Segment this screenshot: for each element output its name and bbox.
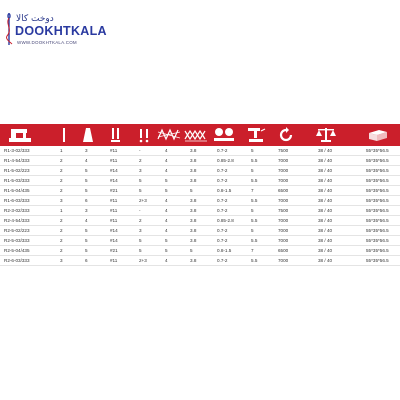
- cell-weight: 38 / 40: [318, 258, 333, 263]
- brand-logo: [2, 10, 122, 50]
- dimensions-box-icon: [366, 126, 390, 144]
- cell-stitch-length: 3.8: [190, 178, 197, 183]
- cell-stitch-width: 4: [165, 198, 168, 203]
- cell-foot-lift: 5.5: [251, 258, 258, 263]
- cell-weight: 38 / 40: [318, 178, 333, 183]
- cell-stitch-length: 3.8: [190, 218, 197, 223]
- cell-stitch-length: 3.8: [190, 198, 197, 203]
- spec-table-header: [0, 124, 400, 146]
- cell-differential-feed: 0.7-2: [217, 168, 228, 173]
- cell-stitch-length: 5: [190, 248, 193, 253]
- cell-model: R1-5-03/333: [4, 178, 30, 183]
- cell-speed: 7000: [278, 198, 289, 203]
- cell-threads: 5: [85, 188, 88, 193]
- cell-speed: 6500: [278, 188, 289, 193]
- cell-needles: 2: [60, 168, 63, 173]
- table-row: [0, 246, 400, 256]
- cell-differential-feed: 0.85-2.8: [217, 218, 234, 223]
- cell-threads: 3: [85, 148, 88, 153]
- cell-stitch-width: 4: [165, 208, 168, 213]
- table-row: [0, 236, 400, 246]
- cell-threads: 6: [85, 198, 88, 203]
- cell-needle-gauge: 5: [139, 188, 142, 193]
- cell-foot-lift: 5.5: [251, 198, 258, 203]
- cell-dimensions: 55*35*56.5: [366, 168, 389, 173]
- needle-thread-icon: [4, 12, 14, 46]
- cell-dimensions: 55*35*56.5: [366, 228, 389, 233]
- cell-model: R2-5-02/223: [4, 228, 30, 233]
- cell-threads: 5: [85, 168, 88, 173]
- cell-weight: 38 / 40: [318, 168, 333, 173]
- cell-foot-lift: 7: [251, 248, 254, 253]
- cell-weight: 38 / 40: [318, 198, 333, 203]
- cell-model: R1-4-54/333: [4, 158, 30, 163]
- cell-threads: 5: [85, 248, 88, 253]
- cell-weight: 38 / 40: [318, 218, 333, 223]
- presser-foot-lift-icon: [244, 126, 268, 144]
- cell-foot-lift: 5: [251, 148, 254, 153]
- differential-feed-icon: [212, 126, 236, 144]
- speed-rotation-icon: [274, 126, 298, 144]
- cell-threads: 4: [85, 158, 88, 163]
- cell-differential-feed: 0.7-2: [217, 208, 228, 213]
- cell-speed: 7500: [278, 208, 289, 213]
- cell-stitch-length: 3.8: [190, 168, 197, 173]
- cell-differential-feed: 0.7-2: [217, 148, 228, 153]
- cell-model: R2-5-03/333: [4, 238, 30, 243]
- spec-table-body: [0, 146, 400, 266]
- cell-foot-lift: 5.5: [251, 238, 258, 243]
- sewing-machine-icon: [8, 126, 32, 144]
- cell-differential-feed: 0.7-2: [217, 258, 228, 263]
- table-row: [0, 206, 400, 216]
- cell-needle-size: #21: [110, 188, 118, 193]
- brand-name: DOOKHTKALA: [15, 24, 107, 38]
- cell-speed: 7000: [278, 238, 289, 243]
- cell-needles: 3: [60, 258, 63, 263]
- cell-foot-lift: 5: [251, 228, 254, 233]
- cell-stitch-width: 5: [165, 238, 168, 243]
- cell-model: R1-5-02/223: [4, 168, 30, 173]
- cell-needles: 2: [60, 228, 63, 233]
- cell-dimensions: 55*35*56.5: [366, 218, 389, 223]
- cell-threads: 5: [85, 228, 88, 233]
- cell-needle-gauge: 5: [139, 238, 142, 243]
- cell-model: R2-5-04/435: [4, 248, 30, 253]
- cell-needle-gauge: 2: [139, 218, 142, 223]
- cell-needle-gauge: 2: [139, 158, 142, 163]
- cell-speed: 6500: [278, 248, 289, 253]
- cell-model: R1-5-04/435: [4, 188, 30, 193]
- brand-url[interactable]: WWW.DOOKHTKALA.COM: [17, 40, 77, 45]
- cell-needles: 2: [60, 178, 63, 183]
- cell-weight: 38 / 40: [318, 208, 333, 213]
- cell-model: R1-3-02/333: [4, 148, 30, 153]
- cell-stitch-width: 4: [165, 218, 168, 223]
- cell-differential-feed: 0.85-2.8: [217, 158, 234, 163]
- table-row: [0, 256, 400, 266]
- cell-dimensions: 55*35*56.5: [366, 198, 389, 203]
- cell-dimensions: 55*35*56.5: [366, 158, 389, 163]
- cell-differential-feed: 0.8-1.5: [217, 248, 232, 253]
- cell-stitch-length: 3.8: [190, 148, 197, 153]
- overlock-stitch-icon: [184, 126, 208, 144]
- cell-stitch-width: 4: [165, 168, 168, 173]
- cell-differential-feed: 0.7-2: [217, 198, 228, 203]
- cell-needles: 1: [60, 148, 63, 153]
- cell-needle-size: #14: [110, 178, 118, 183]
- cell-needle-gauge: 2+3: [139, 258, 147, 263]
- cell-weight: 38 / 40: [318, 188, 333, 193]
- cell-model: R2-3-02/333: [4, 208, 30, 213]
- cell-weight: 38 / 40: [318, 228, 333, 233]
- cell-stitch-length: 3.8: [190, 208, 197, 213]
- cell-speed: 7000: [278, 228, 289, 233]
- cell-needle-size: #14: [110, 228, 118, 233]
- cell-dimensions: 55*35*56.5: [366, 148, 389, 153]
- cell-needles: 2: [60, 218, 63, 223]
- table-row: [0, 196, 400, 206]
- cell-needles: 2: [60, 158, 63, 163]
- table-row: [0, 176, 400, 186]
- cell-needle-size: #14: [110, 168, 118, 173]
- cell-needles: 2: [60, 238, 63, 243]
- cell-needle-gauge: 5: [139, 248, 142, 253]
- cell-threads: 5: [85, 238, 88, 243]
- cell-needle-size: #11: [110, 198, 118, 203]
- cell-needle-size: #11: [110, 148, 118, 153]
- brand-name-fa: دوخت کالا: [16, 14, 54, 24]
- weight-scale-icon: [314, 126, 338, 144]
- cell-stitch-length: 3.8: [190, 158, 197, 163]
- cell-dimensions: 55*35*56.5: [366, 208, 389, 213]
- cell-threads: 3: [85, 208, 88, 213]
- cell-dimensions: 55*35*56.5: [366, 178, 389, 183]
- cell-needle-size: #11: [110, 158, 118, 163]
- cell-dimensions: 55*35*56.5: [366, 248, 389, 253]
- cell-needles: 3: [60, 198, 63, 203]
- cell-foot-lift: 5.5: [251, 178, 258, 183]
- cell-weight: 38 / 40: [318, 238, 333, 243]
- cell-stitch-length: 3.8: [190, 228, 197, 233]
- cell-foot-lift: 5.5: [251, 218, 258, 223]
- cell-speed: 7000: [278, 168, 289, 173]
- thread-cone-icon: [76, 126, 100, 144]
- cell-differential-feed: 0.7-2: [217, 238, 228, 243]
- cell-stitch-width: 5: [165, 178, 168, 183]
- cell-stitch-width: 4: [165, 258, 168, 263]
- table-row: [0, 186, 400, 196]
- cell-threads: 4: [85, 218, 88, 223]
- cell-stitch-width: 4: [165, 228, 168, 233]
- cell-weight: 38 / 40: [318, 248, 333, 253]
- cell-differential-feed: 0.8-1.5: [217, 188, 232, 193]
- cell-dimensions: 55*35*56.5: [366, 258, 389, 263]
- cell-dimensions: 55*35*56.5: [366, 238, 389, 243]
- cell-speed: 7000: [278, 158, 289, 163]
- cell-needle-size: #11: [110, 218, 118, 223]
- cell-needle-size: #14: [110, 238, 118, 243]
- cell-foot-lift: 5: [251, 168, 254, 173]
- cell-model: R2-4-54/333: [4, 218, 30, 223]
- cell-differential-feed: 0.7-2: [217, 178, 228, 183]
- table-row: [0, 146, 400, 156]
- cell-needle-size: #11: [110, 208, 118, 213]
- cell-needles: 2: [60, 188, 63, 193]
- cell-threads: 6: [85, 258, 88, 263]
- cell-stitch-length: 3.8: [190, 238, 197, 243]
- cell-needles: 2: [60, 248, 63, 253]
- cell-stitch-width: 5: [165, 248, 168, 253]
- cell-foot-lift: 5: [251, 208, 254, 213]
- cell-stitch-width: 4: [165, 148, 168, 153]
- cell-foot-lift: 5.5: [251, 158, 258, 163]
- cell-speed: 7500: [278, 148, 289, 153]
- table-row: [0, 216, 400, 226]
- cell-stitch-width: 4: [165, 158, 168, 163]
- needle-system-icon: [104, 126, 128, 144]
- cell-needle-gauge: 2+3: [139, 198, 147, 203]
- cell-speed: 7000: [278, 258, 289, 263]
- cell-dimensions: 55*35*56.5: [366, 188, 389, 193]
- cell-stitch-length: 3.8: [190, 258, 197, 263]
- cell-needle-gauge: 5: [139, 178, 142, 183]
- cell-stitch-width: 5: [165, 188, 168, 193]
- cell-threads: 5: [85, 178, 88, 183]
- cell-stitch-length: 5: [190, 188, 193, 193]
- table-row: [0, 166, 400, 176]
- table-row: [0, 156, 400, 166]
- cell-needles: 1: [60, 208, 63, 213]
- cell-model: R1-6-03/333: [4, 198, 30, 203]
- cell-needle-gauge: 3: [139, 168, 142, 173]
- cell-weight: 38 / 40: [318, 158, 333, 163]
- cell-speed: 7000: [278, 218, 289, 223]
- cell-needle-gauge: -: [139, 208, 141, 213]
- cell-model: R2-6-03/333: [4, 258, 30, 263]
- gauge-icon: [132, 126, 156, 144]
- cell-foot-lift: 7: [251, 188, 254, 193]
- cell-needle-gauge: 3: [139, 228, 142, 233]
- cell-needle-gauge: -: [139, 148, 141, 153]
- table-row: [0, 226, 400, 236]
- cell-speed: 7000: [278, 178, 289, 183]
- cell-needle-size: #21: [110, 248, 118, 253]
- cell-needle-size: #11: [110, 258, 118, 263]
- stitch-pattern-icon: [157, 126, 181, 144]
- cell-weight: 38 / 40: [318, 148, 333, 153]
- cell-differential-feed: 0.7-2: [217, 228, 228, 233]
- needle-count-icon: [52, 126, 76, 144]
